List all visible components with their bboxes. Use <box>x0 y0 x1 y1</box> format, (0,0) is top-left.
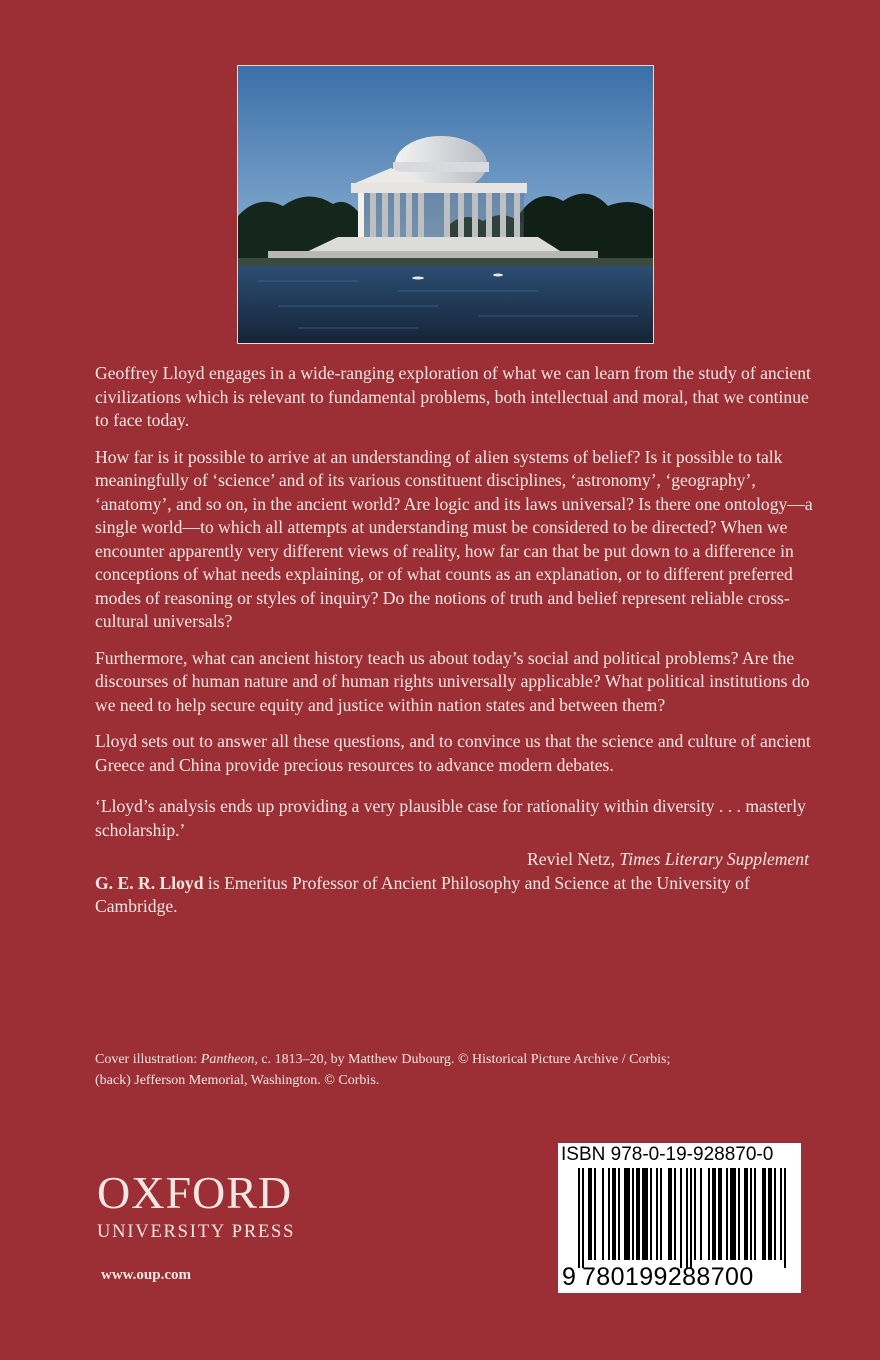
publisher-logo <box>97 1167 296 1243</box>
barcode-bar <box>618 1168 620 1260</box>
barcode-bar <box>730 1168 736 1260</box>
author-bio <box>95 872 815 919</box>
barcode-bar <box>612 1168 616 1260</box>
blurb-paragraph-1: Geoffrey Lloyd engages in a wide-ranging exploration of what we can learn from the study of ancient civilizations which is relevant to fundamental problems, both intellectual and moral, that we continue to face today. <box>95 363 811 430</box>
barcode-bar <box>768 1168 772 1260</box>
barcode-bar <box>656 1168 658 1260</box>
barcode-first-digit: 9 <box>562 1263 576 1291</box>
barcode-bar <box>726 1168 728 1260</box>
barcode-bar <box>712 1168 716 1260</box>
publisher-name: OXFORD <box>97 1167 293 1218</box>
credits-prefix: Cover illustration: <box>95 1052 201 1067</box>
cover-credits <box>95 1049 815 1091</box>
barcode-bar <box>602 1168 604 1260</box>
blurb-paragraph-3: Furthermore, what can ancient history teach us about today’s social and political problems? Are the discourses of human nature and of human rights universally applicable? What political institutions do we need to help secure equity and justice within nation states and between them? <box>95 647 810 715</box>
credits-line-1-rest: , c. 1813–20, by Matthew Dubourg. © Historical Picture Archive / Corbis; <box>254 1052 671 1067</box>
barcode-bar <box>582 1168 584 1268</box>
review-quote-text: ‘Lloyd’s analysis ends up providing a very plausible case for rationality within diversity . . . masterly scholarship.’ <box>95 796 806 840</box>
review-publication: Times Literary Supplement <box>619 849 809 869</box>
barcode-bar <box>588 1168 592 1260</box>
review-quote <box>95 795 815 872</box>
barcode-bar <box>632 1168 634 1260</box>
barcode-bar <box>668 1168 672 1260</box>
credits-title: Pantheon <box>200 1052 255 1067</box>
barcode-bar <box>762 1168 766 1260</box>
blurb-paragraph-2: How far is it possible to arrive at an understanding of alien systems of belief? Is it possible to talk meaningfully of ‘science’ and of its various constituent disciplines, ‘astronomy’, ‘geography’, ‘anatomy’, and so on, in the ancient world? Are logic and its laws universal? Is there one ontology—a single world—to which all attempts at understanding must be considered to be directed? When we encounter apparently very different views of reality, how far can that be put down to a difference in conceptions of what needs explaining, or of what counts as an explanation, or to different preferred modes of reasoning or styles of inquiry? Do the notions of truth and belief represent reliable cross-cultural universals? <box>95 446 813 631</box>
jefferson-memorial-image <box>238 66 654 344</box>
barcode-bar <box>744 1168 748 1260</box>
reviewer-name: Reviel Netz, <box>527 849 615 869</box>
credits-line-1 <box>95 1049 815 1070</box>
barcode-bar <box>718 1168 722 1260</box>
cover-photo <box>237 65 654 344</box>
barcode-bar <box>624 1168 630 1260</box>
barcode-bar <box>608 1168 610 1260</box>
blurb-paragraph-4: Lloyd sets out to answer all these questions, and to convince us that the science and culture of ancient Greece and China provide precious resources to advance modern debates. <box>95 731 811 775</box>
barcode-bar <box>700 1168 702 1260</box>
barcode-bar <box>750 1168 752 1260</box>
isbn-barcode <box>558 1143 801 1293</box>
barcode-bar <box>738 1168 740 1260</box>
blurb <box>95 362 815 932</box>
barcode-bar <box>780 1168 782 1260</box>
barcode-bar <box>708 1168 710 1260</box>
barcode-bars <box>558 1168 801 1268</box>
barcode-bar <box>594 1168 596 1260</box>
barcode-bar <box>686 1168 688 1268</box>
barcode-bar <box>650 1168 652 1260</box>
credits-line-2: (back) Jefferson Memorial, Washington. © Corbis. <box>95 1073 380 1088</box>
barcode-bar <box>754 1168 756 1260</box>
publisher-url[interactable]: www.oup.com <box>101 1267 192 1283</box>
barcode-bar <box>774 1168 776 1260</box>
author-name: G. E. R. Lloyd <box>95 872 204 893</box>
barcode-bar <box>674 1168 676 1260</box>
isbn-label: ISBN 978-0-19-928870-0 <box>561 1144 774 1165</box>
barcode-bar <box>694 1168 696 1260</box>
barcode-bar <box>784 1168 786 1268</box>
barcode-digit-string: 780199288700 <box>582 1263 754 1291</box>
publisher-subtitle: UNIVERSITY PRESS <box>97 1222 296 1242</box>
barcode-bar <box>660 1168 662 1260</box>
barcode-bar <box>636 1168 640 1260</box>
barcode-bar <box>578 1168 580 1268</box>
review-attribution <box>95 848 809 872</box>
barcode-bar <box>690 1168 692 1268</box>
barcode-bar <box>642 1168 648 1260</box>
author-bio-text: is Emeritus Professor of Ancient Philosophy and Science at the University of Cambridge. <box>95 872 750 916</box>
barcode-bar <box>680 1168 682 1268</box>
